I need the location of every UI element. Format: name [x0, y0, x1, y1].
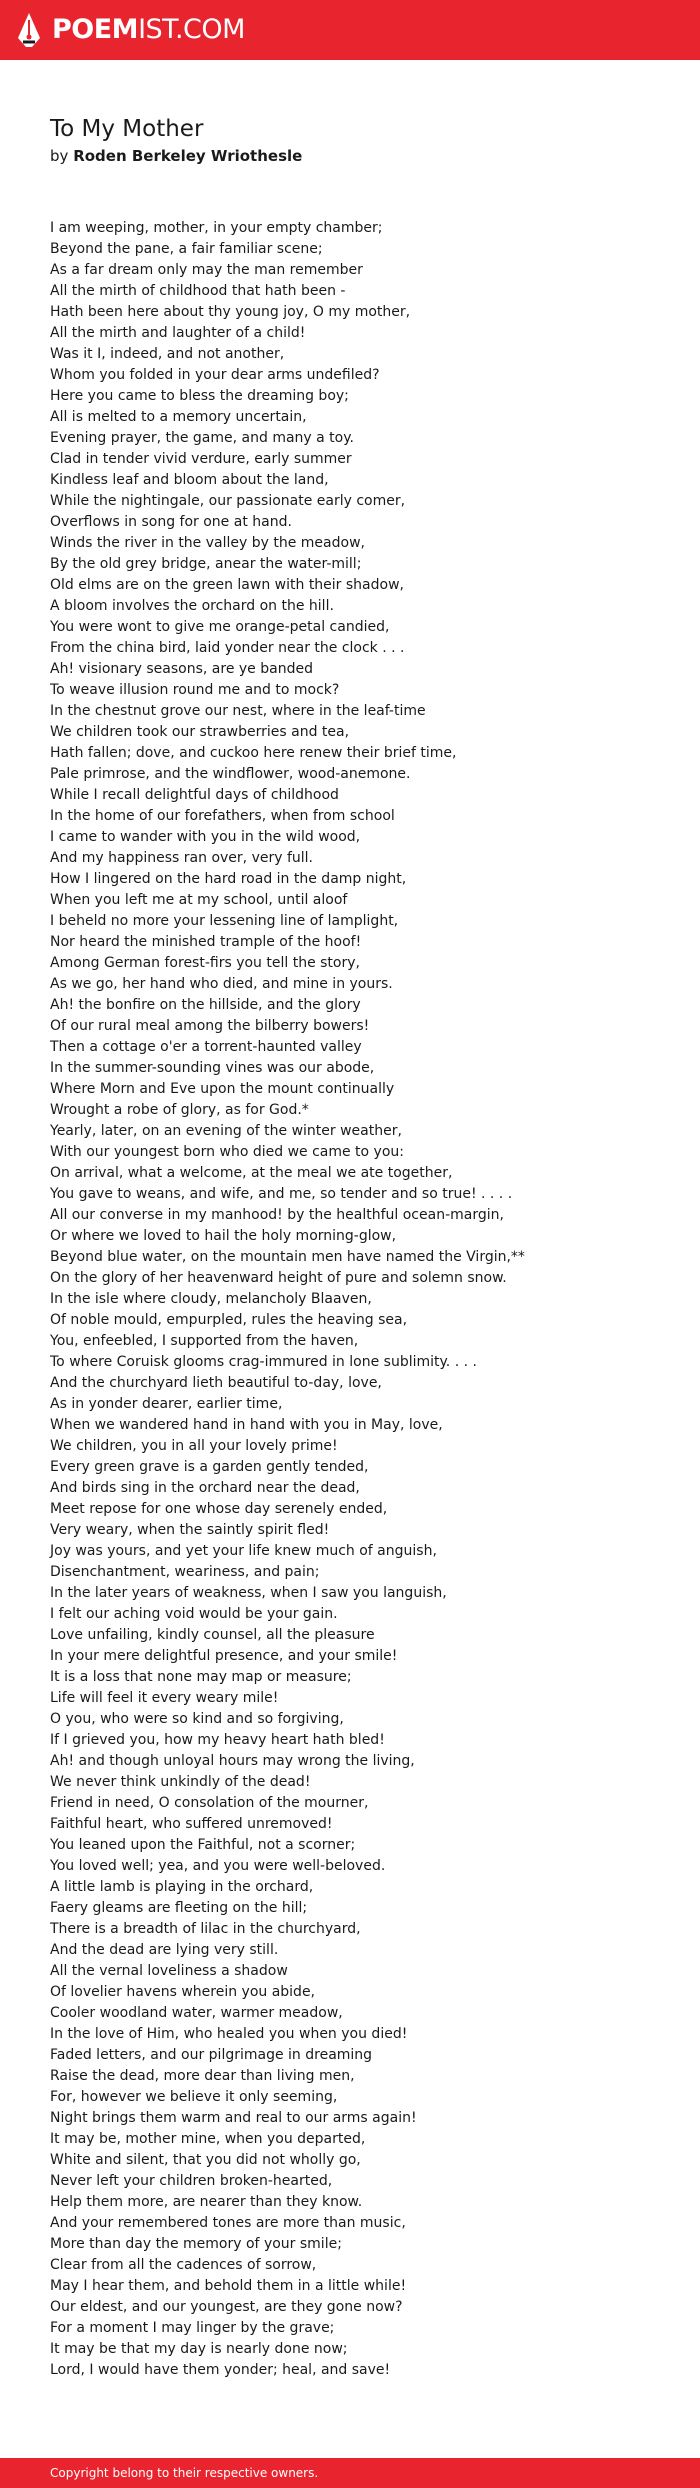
poem-line: All the mirth and laughter of a child! — [50, 325, 306, 341]
poem-line: Joy was yours, and yet your life knew much of anguish, — [50, 1543, 437, 1559]
poem-line: Of our rural meal among the bilberry bowers! — [50, 1018, 370, 1034]
poem-line: Winds the river in the valley by the meadow, — [50, 535, 365, 551]
poem-line: Hath fallen; dove, and cuckoo here renew their brief time, — [50, 745, 457, 761]
poem-line: O you, who were so kind and so forgiving, — [50, 1711, 344, 1727]
poem-line: Help them more, are nearer than they know. — [50, 2194, 363, 2210]
poem-line: Old elms are on the green lawn with their shadow, — [50, 577, 404, 593]
poem-line: In the love of Him, who healed you when you died! — [50, 2026, 408, 2042]
poem-line: Kindless leaf and bloom about the land, — [50, 472, 329, 488]
by-label: by — [50, 147, 69, 165]
author-link[interactable]: Roden Berkeley Wriothesle — [73, 147, 303, 165]
poem-line: You were wont to give me orange-petal candied, — [50, 619, 390, 635]
poem-header — [50, 114, 302, 166]
poem-line: Faery gleams are fleeting on the hill; — [50, 1900, 308, 1916]
poem-line: Clad in tender vivid verdure, early summer — [50, 451, 352, 467]
poem-line: Cooler woodland water, warmer meadow, — [50, 2005, 343, 2021]
poem-line: In the home of our forefathers, when from school — [50, 808, 395, 824]
poem-line: A little lamb is playing in the orchard, — [50, 1879, 314, 1895]
poem-line: We children, you in all your lovely prime! — [50, 1438, 338, 1454]
poem-line: All is melted to a memory uncertain, — [50, 409, 307, 425]
poem-line: In the chestnut grove our nest, where in the leaf-time — [50, 703, 426, 719]
poem-line: Life will feel it every weary mile! — [50, 1690, 279, 1706]
poem-line: I came to wander with you in the wild wood, — [50, 829, 361, 845]
byline — [50, 146, 302, 166]
poem-line: Faded letters, and our pilgrimage in dreaming — [50, 2047, 373, 2063]
poem-line: While I recall delightful days of childhood — [50, 787, 339, 803]
logo-text-light: IST.COM — [138, 14, 245, 45]
poem-line: Very weary, when the saintly spirit fled! — [50, 1522, 330, 1538]
poem-line: In the summer-sounding vines was our abode, — [50, 1060, 375, 1076]
poem-line: It is a loss that none may map or measure; — [50, 1669, 352, 1685]
poem-title: To My Mother — [50, 116, 204, 142]
site-footer — [0, 2458, 700, 2488]
poem-line: White and silent, that you did not wholly go, — [50, 2152, 361, 2168]
poem-line: We children took our strawberries and tea, — [50, 724, 350, 740]
poem-line: I am weeping, mother, in your empty chamber; — [50, 220, 383, 236]
poem-line: From the china bird, laid yonder near the clock . . . — [50, 640, 405, 656]
poem-line: All the mirth of childhood that hath been - — [50, 283, 346, 299]
poem-line: May I hear them, and behold them in a little while! — [50, 2278, 407, 2294]
poem-line: Friend in need, O consolation of the mourner, — [50, 1795, 369, 1811]
poem-line: It may be, mother mine, when you departed, — [50, 2131, 366, 2147]
poem-line: Or where we loved to hail the holy morning-glow, — [50, 1228, 397, 1244]
poem-line: We never think unkindly of the dead! — [50, 1774, 311, 1790]
poem-line: When we wandered hand in hand with you in May, love, — [50, 1417, 443, 1433]
poem-line: And the dead are lying very still. — [50, 1942, 279, 1958]
poem-line: Lord, I would have them yonder; heal, and save! — [50, 2362, 391, 2378]
poem-line: And my happiness ran over, very full. — [50, 850, 313, 866]
poem-line: As in yonder dearer, earlier time, — [50, 1396, 283, 1412]
poem-line: Hath been here about thy young joy, O my mother, — [50, 304, 411, 320]
poem-line: A bloom involves the orchard on the hill. — [50, 598, 334, 614]
poem-line: In your mere delightful presence, and your smile! — [50, 1648, 398, 1664]
poem-line: Here you came to bless the dreaming boy; — [50, 388, 349, 404]
poem-line: It may be that my day is nearly done now; — [50, 2341, 348, 2357]
poem-line: Ah! the bonfire on the hillside, and the glory — [50, 997, 361, 1013]
poem-line: To where Coruisk glooms crag-immured in lone sublimity. . . . — [50, 1354, 477, 1370]
poem-line: Overflows in song for one at hand. — [50, 514, 292, 530]
copyright-text: Copyright belong to their respective owners. — [50, 2466, 319, 2480]
poem-line: Beyond blue water, on the mountain men have named the Virgin,** — [50, 1249, 525, 1265]
poem-line: Evening prayer, the game, and many a toy. — [50, 430, 354, 446]
poem-line: Whom you folded in your dear arms undefiled? — [50, 367, 380, 383]
poem-line: You leaned upon the Faithful, not a scorner; — [50, 1837, 356, 1853]
site-logo-text — [52, 10, 245, 50]
poem-line: How I lingered on the hard road in the damp night, — [50, 871, 407, 887]
pen-nib-icon — [16, 12, 42, 48]
poem-line: Every green grave is a garden gently tended, — [50, 1459, 369, 1475]
poem-line: Was it I, indeed, and not another, — [50, 346, 285, 362]
poem-line: And the churchyard lieth beautiful to-day, love, — [50, 1375, 382, 1391]
poem-line: As a far dream only may the man remember — [50, 262, 363, 278]
poem-line: On arrival, what a welcome, at the meal we ate together, — [50, 1165, 453, 1181]
poem-line: Faithful heart, who suffered unremoved! — [50, 1816, 333, 1832]
poem-line: You, enfeebled, I supported from the haven, — [50, 1333, 359, 1349]
poem-line: Night brings them warm and real to our arms again! — [50, 2110, 417, 2126]
poem-line: To weave illusion round me and to mock? — [50, 682, 340, 698]
poem-line: With our youngest born who died we came to you: — [50, 1144, 404, 1160]
poem-line: You gave to weans, and wife, and me, so tender and so true! . . . . — [50, 1186, 513, 1202]
logo-text-bold: POEM — [52, 14, 139, 45]
poem-line: Nor heard the minished trample of the hoof! — [50, 934, 362, 950]
poem-line: And birds sing in the orchard near the dead, — [50, 1480, 360, 1496]
poem-line: In the isle where cloudy, melancholy Blaaven, — [50, 1291, 372, 1307]
poem-line: Beyond the pane, a fair familiar scene; — [50, 241, 323, 257]
poem-line: While the nightingale, our passionate early comer, — [50, 493, 406, 509]
poem-line: There is a breadth of lilac in the churchyard, — [50, 1921, 361, 1937]
poem-line: Love unfailing, kindly counsel, all the pleasure — [50, 1627, 375, 1643]
poem-line: Of lovelier havens wherein you abide, — [50, 1984, 316, 2000]
poem-line: Wrought a robe of glory, as for God.* — [50, 1102, 309, 1118]
poem-line: All the vernal loveliness a shadow — [50, 1963, 288, 1979]
poem-line: I beheld no more your lessening line of lamplight, — [50, 913, 399, 929]
poem-line: Never left your children broken-hearted, — [50, 2173, 333, 2189]
poem-line: You loved well; yea, and you were well-beloved. — [50, 1858, 386, 1874]
site-header — [0, 0, 700, 60]
poem-line: Of noble mould, empurpled, rules the heaving sea, — [50, 1312, 408, 1328]
site-logo-link[interactable] — [16, 10, 245, 50]
poem-line: And your remembered tones are more than music, — [50, 2215, 406, 2231]
poem-line: Our eldest, and our youngest, are they gone now? — [50, 2299, 403, 2315]
poem-line: All our converse in my manhood! by the healthful ocean-margin, — [50, 1207, 504, 1223]
poem-line: Among German forest-firs you tell the story, — [50, 955, 360, 971]
poem-line: For a moment I may linger by the grave; — [50, 2320, 335, 2336]
poem-line: On the glory of her heavenward height of pure and solemn snow. — [50, 1270, 507, 1286]
poem-line: As we go, her hand who died, and mine in yours. — [50, 976, 393, 992]
poem-line: Yearly, later, on an evening of the winter weather, — [50, 1123, 402, 1139]
poem-line: Disenchantment, weariness, and pain; — [50, 1564, 320, 1580]
poem-line: Ah! visionary seasons, are ye banded — [50, 661, 313, 677]
poem-line: In the later years of weakness, when I saw you languish, — [50, 1585, 447, 1601]
poem-line: Meet repose for one whose day serenely ended, — [50, 1501, 388, 1517]
poem-line: If I grieved you, how my heavy heart hath bled! — [50, 1732, 385, 1748]
poem-line: Clear from all the cadences of sorrow, — [50, 2257, 317, 2273]
poem-line: Ah! and though unloyal hours may wrong the living, — [50, 1753, 415, 1769]
poem-line: More than day the memory of your smile; — [50, 2236, 342, 2252]
poem-line: I felt our aching void would be your gain. — [50, 1606, 338, 1622]
poem-line: Where Morn and Eve upon the mount continually — [50, 1081, 395, 1097]
poem-body — [50, 218, 670, 2381]
poem-line: For, however we believe it only seeming, — [50, 2089, 338, 2105]
poem-line: Pale primrose, and the windflower, wood-anemone. — [50, 766, 411, 782]
poem-line: When you left me at my school, until aloof — [50, 892, 348, 908]
poem-line: Then a cottage o'er a torrent-haunted valley — [50, 1039, 362, 1055]
poem-line: By the old grey bridge, anear the water-mill; — [50, 556, 362, 572]
poem-line: Raise the dead, more dear than living men, — [50, 2068, 355, 2084]
